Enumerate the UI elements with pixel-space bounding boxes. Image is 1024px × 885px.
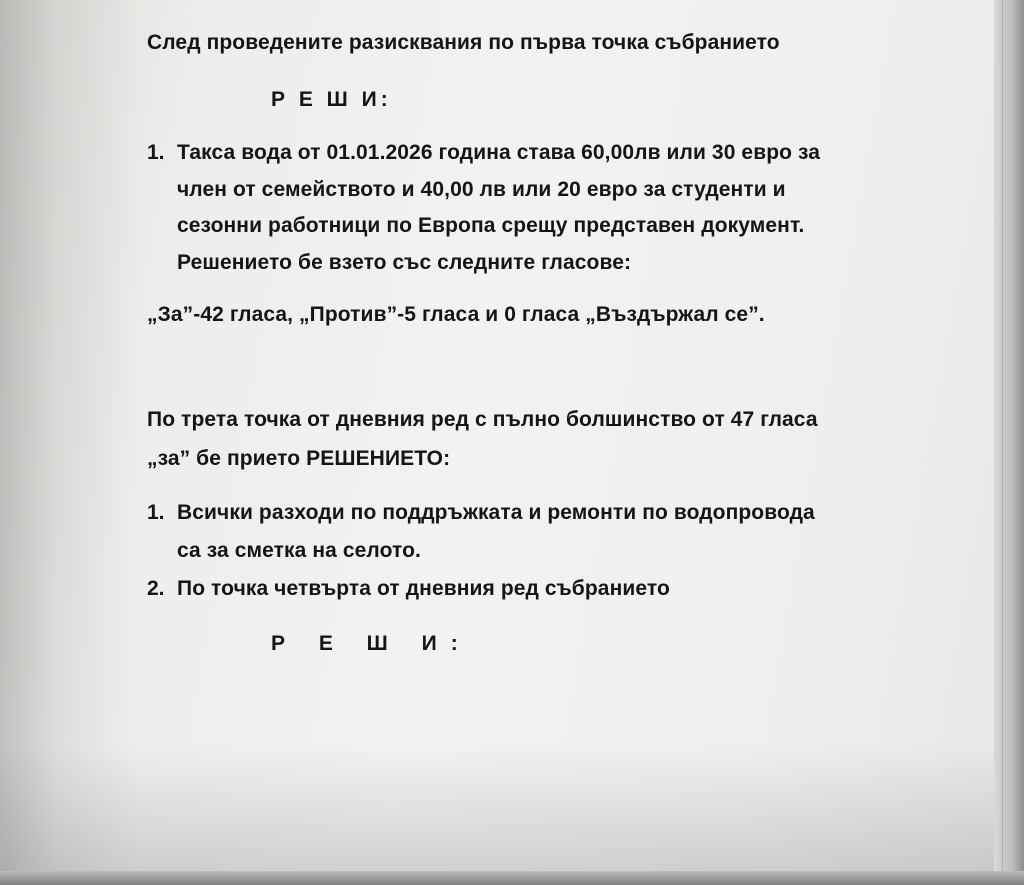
list-item-number: 2.: [147, 577, 165, 600]
list-item-number: 1.: [147, 501, 165, 524]
list-item-line: сезонни работници по Европа срещу представен документ.: [177, 214, 805, 237]
list-item-line: По точка четвърта от дневния ред събранието: [177, 577, 670, 600]
list-item-line: са за сметка на селото.: [177, 539, 421, 562]
decision-heading: Р Е Ш И:: [271, 632, 472, 655]
votes-text: „За”-42 гласа, „Против”-5 гласа и 0 гласа „Въздържал се”.: [147, 303, 765, 326]
paper-shadow: [0, 0, 140, 885]
paper-stack-edge-bottom: [0, 871, 1024, 885]
list-item-line: член от семейството и 40,00 лв или 20 евро за студенти и: [177, 178, 786, 201]
decision-heading: Р Е Ш И:: [271, 88, 392, 111]
section-intro-line: „за” бе прието РЕШЕНИЕТО:: [147, 447, 451, 470]
paper-stack-edge-right: [994, 0, 1024, 885]
intro-text: След проведените разисквания по първа точка събранието: [147, 31, 780, 54]
list-item-number: 1.: [147, 141, 165, 164]
list-item-line: Такса вода от 01.01.2026 година става 60,00лв или 30 евро за: [177, 141, 821, 164]
paper-bottom-shade: [0, 745, 1024, 885]
list-item-line: Решението бе взето със следните гласове:: [177, 251, 632, 274]
section-intro-line: По трета точка от дневния ред с пълно болшинство от 47 гласа: [147, 408, 818, 431]
list-item-line: Всички разходи по поддръжката и ремонти по водопровода: [177, 501, 815, 524]
